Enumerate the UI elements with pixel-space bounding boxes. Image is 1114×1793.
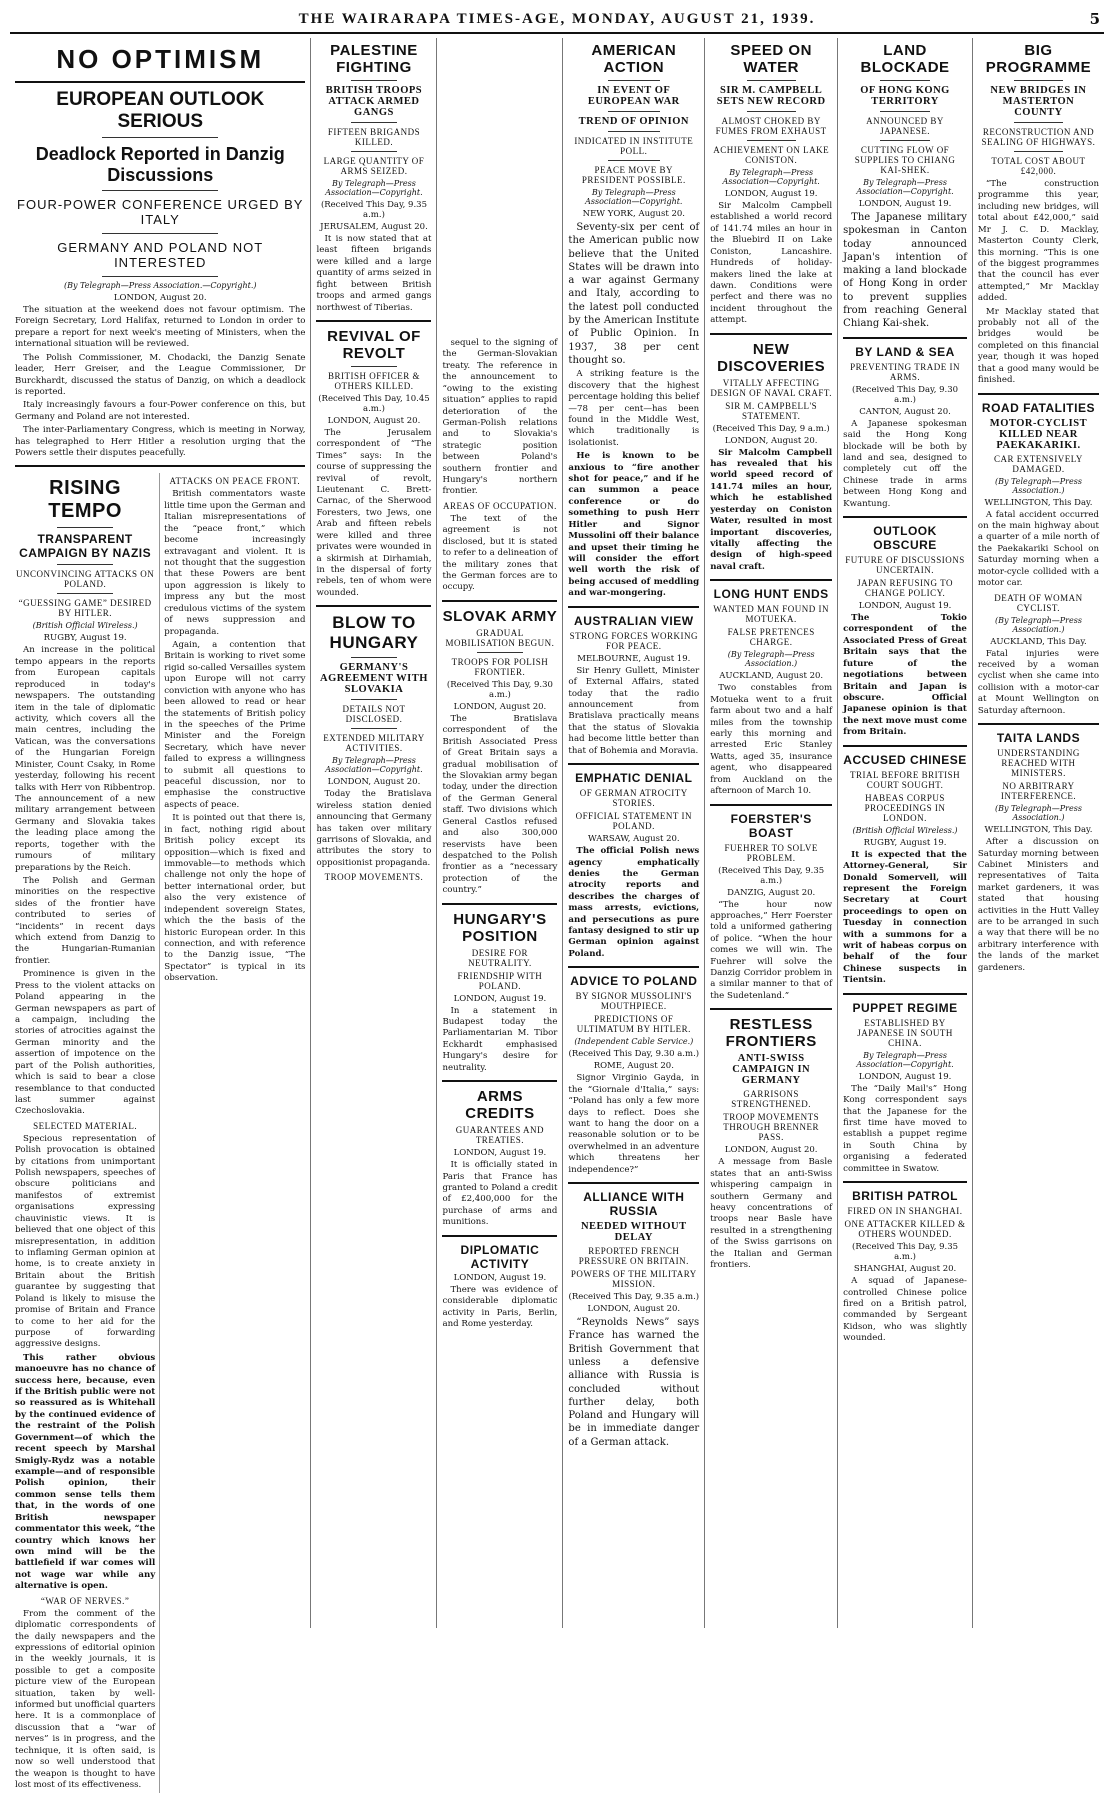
headline-no-optimism: NO OPTIMISM — [56, 44, 265, 74]
dateline: LONDON, August 20. — [724, 1145, 818, 1156]
divider — [710, 1008, 832, 1010]
dateline: LONDON, August 20. — [327, 777, 421, 788]
divider — [880, 80, 929, 81]
subhead: GARRISONS STRENGTHENED. — [731, 1089, 812, 1110]
dateline: WELLINGTON, This Day. — [984, 825, 1093, 836]
subhead: TROOPS FOR POLISH FRONTIER. — [451, 656, 549, 677]
deck-european-outlook: EUROPEAN OUTLOOK SERIOUS — [56, 89, 265, 132]
divider — [747, 80, 796, 81]
subhead: NEW BRIDGES IN MASTERTON COUNTY — [990, 85, 1087, 118]
article-paragraph-bold: The official Polish news agency emphatically denies the German atrocity reports and describes the charges of mass arrests, evictions, and persecutions as pure fantasy designed to stir up German opinion against Poland. — [568, 846, 700, 959]
subhead: CAR EXTENSIVELY DAMAGED. — [994, 453, 1083, 474]
subhead: SIR M. CAMPBELL'S STATEMENT. — [725, 400, 818, 421]
received-time: (Received This Day, 9.35 a.m.) — [320, 200, 427, 220]
received-time: (Received This Day, 9.35 a.m.) — [568, 1292, 700, 1303]
byline: By Telegraph—Press Association—Copyright. — [325, 756, 423, 775]
headline-outlook-obscure: OUTLOOK OBSCURE — [873, 524, 937, 553]
subhead: AREAS OF OCCUPATION. — [442, 500, 557, 511]
received-time: (Received This Day, 9.35 a.m.) — [852, 1242, 959, 1263]
headline-foersters-boast: FOERSTER'S BOAST — [730, 811, 812, 840]
byline: (By Telegraph—Press Association.—Copyright.) — [63, 281, 257, 290]
article-paragraph: The Bratislava correspondent of the British Associated Press of Great Britain says a gradual mobilisation of the Slovakian army began today, under the direction of the German General staff. Two divisions which General Castlos refused and also 300,000 reservists have been despatched to the Polish frontier as a “necessary protection of the country.” — [442, 713, 558, 896]
article-paragraph: There was evidence of considerable diplomatic activity in Paris, Berlin, and Rome yesterday. — [442, 1284, 558, 1329]
subhead: ATTACKS ON PEACE FRONT. — [169, 476, 301, 487]
subhead: UNDERSTANDING REACHED WITH MINISTERS. — [997, 748, 1080, 779]
article-paragraph: A striking feature is the discovery that the highest percentage holding this belief—78 per cent—has been found in the Middle West, which traditionally is isolationist. — [568, 369, 700, 448]
subhead: IN EVENT OF EUROPEAN WAR — [587, 85, 680, 107]
byline: By Telegraph—Press Association—Copyright. — [585, 188, 683, 206]
article-paragraph: The Japanese military spokesman in Canton today announced Japan's intention of making a land blockade of Hong Kong in order to prevent supplies from reaching General Chiang Kai-shek. — [843, 212, 967, 330]
divider — [568, 763, 699, 765]
column-6 — [973, 38, 1104, 1628]
column-1 — [10, 38, 311, 1790]
dateline: LONDON, August 19. — [453, 993, 547, 1004]
article-paragraph: “Reynolds News” says France has warned the British Government that unless a defensive alliance with Russia is concluded without further delay, both Poland and Hungary will be in immediate danger of a German attack. — [568, 1317, 700, 1448]
subhead: EXTENDED MILITARY ACTIVITIES. — [323, 733, 425, 754]
byline: By Telegraph—Press Association—Copyright. — [722, 168, 820, 186]
subhead: FUTURE OF DISCUSSIONS UNCERTAIN. — [845, 555, 965, 576]
subhead: FIRED ON IN SHANGHAI. — [847, 1206, 963, 1217]
subhead: NO ARBITRARY INTERFERENCE. — [1000, 781, 1077, 802]
subhead: ANTI-SWISS CAMPAIGN IN GERMANY — [732, 1053, 811, 1087]
article-paragraph: In a statement in Budapest today the Parliamentarian M. Tibor Eckhardt emphasised Hungary's desire for neutrality. — [442, 1005, 558, 1073]
received-time: (Received This Day, 9.30 a.m.) — [852, 384, 959, 405]
divider — [57, 564, 113, 565]
divider — [843, 993, 967, 995]
divider — [608, 160, 660, 161]
divider — [351, 366, 397, 367]
article-paragraph: “The hour now approaches,” Herr Foerster told a uniformed gathering of police. “When the hour comes we will win. The Fuehrer will solve the Danzig Corridor problem in a similar manner to that of the Sudetenland.” — [710, 899, 833, 1001]
dateline: LONDON, August 20. — [724, 435, 818, 446]
byline: (By Telegraph—Press Association.) — [994, 615, 1082, 634]
received-time: (Received This Day, 9.30 a.m.) — [568, 1049, 700, 1060]
dateline: CANTON, August 20. — [859, 406, 951, 417]
divider — [316, 320, 431, 322]
divider — [1014, 122, 1062, 123]
divider — [15, 81, 305, 83]
divider — [15, 465, 305, 467]
headline-big-programme: BIG PROGRAMME — [985, 42, 1092, 76]
article-paragraph: Prominence is given in the Press to the violent attacks on Poland appearing in the German newspapers as part of a campaign, including the stories of atrocities against the German minority and the assertion of impotence on the part of the Polish authorities, which is said to bear a close resemblance to that conducted last summer against Czechoslovakia. — [15, 969, 156, 1117]
subhead: UNCONVINCING ATTACKS ON POLAND. — [15, 569, 155, 590]
subhead: FUEHRER TO SOLVE PROBLEM. — [724, 842, 818, 863]
article-paragraph: The inter-Parliamentary Congress, which is meeting in Norway, has telegraphed to Herr Hitler a resolution urging that the Powers settle their disputes peacefully. — [15, 425, 306, 459]
divider — [843, 337, 967, 339]
divider — [477, 652, 523, 653]
article-paragraph: A fatal accident occurred on the main highway about a quarter of a mile north of the Paekakariki School on Saturday morning when a motor-cycle collided with a motor car. — [977, 509, 1100, 589]
deck-four-power: FOUR-POWER CONFERENCE URGED BY ITALY — [17, 197, 304, 227]
headline-advice-to-poland: ADVICE TO POLAND — [570, 974, 698, 989]
subhead: OF HONG KONG TERRITORY — [860, 85, 950, 107]
byline: By Telegraph—Press Association—Copyright. — [856, 1050, 954, 1069]
dateline: LONDON, August 19. — [858, 1071, 952, 1082]
headline-american-action: AMERICAN ACTION — [591, 42, 677, 76]
headline-revival: REVIVAL OF REVOLT — [327, 327, 421, 362]
headline-slovak-army: SLOVAK ARMY — [442, 607, 558, 625]
article-paragraph: Today the Bratislava wireless station denied announcing that Germany has taken over military garrisons of Slovakia, and attributes the story to oppositionist propaganda. — [316, 789, 432, 868]
dateline: AUCKLAND, August 20. — [719, 671, 824, 682]
subhead: RECONSTRUCTION AND SEALING OF HIGHWAYS. — [981, 127, 1096, 147]
article-paragraph: A squad of Japanese-controlled Chinese police fired on a British patrol, commanded by Sergeant Kidson, who was slightly wounded. — [843, 1276, 967, 1344]
article-paragraph: Italy increasingly favours a four-Power conference on this, but Germany and Poland are not interested. — [15, 400, 306, 422]
subhead: ESTABLISHED BY JAPANESE IN SOUTH CHINA. — [857, 1017, 953, 1048]
divider — [568, 606, 699, 608]
headline-taita-lands: TAITA LANDS — [996, 731, 1081, 746]
divider — [316, 605, 431, 607]
subhead: VITALLY AFFECTING DESIGN OF NAVAL CRAFT. — [710, 377, 833, 398]
received-time: (Received This Day, 9.35 a.m.) — [718, 865, 825, 886]
headline-alliance-russia: ALLIANCE WITH RUSSIA — [583, 1190, 685, 1219]
divider — [880, 111, 929, 112]
deck-transparent-campaign: TRANSPARENT CAMPAIGN BY NAZIS — [19, 532, 152, 561]
headline-new-discoveries: NEW DISCOVERIES — [717, 340, 826, 375]
column-4 — [705, 38, 838, 1628]
byline: (By Telegraph—Press Association.) — [727, 650, 815, 669]
article-paragraph: Seventy-six per cent of the American public now believe that the United States will be drawn into a war against Germany and Italy, according to the latest poll conducted by the American Institute of Public Opinion. In 1937, 38 per cent thought so. — [568, 222, 700, 366]
article-paragraph-bold: The Tokio correspondent of the Associated Press of Great Britain says that the future of the negotiations between Britain and Japan is obscure. Official Japanese opinion is that the next move must come from Britain. — [843, 613, 967, 738]
dateline: LONDON, August 20. — [327, 415, 421, 426]
divider — [102, 276, 218, 277]
divider — [351, 699, 397, 700]
column-5 — [838, 38, 973, 1628]
subhead: PREVENTING TRADE IN ARMS. — [850, 361, 960, 382]
divider — [710, 333, 832, 335]
headline-rising-tempo: RISING TEMPO — [48, 477, 122, 523]
article-paragraph: The “Daily Mail's” Hong Kong correspondent says that the Japanese for the first time have moved to establish a puppet regime in South China by organising a federated committee in Swatow. — [843, 1083, 967, 1174]
subhead: PREDICTIONS OF ULTIMATUM BY HITLER. — [576, 1014, 691, 1035]
dateline: LONDON, August 19. — [724, 189, 818, 199]
article-paragraph-bold: He is known to be anxious to “fire another shot for peace,” and if he can summon a peace conference or do something to push Herr Hitler and Signor Mussolini off their balance and upset their timing he will consider the effort well worth the risk of being accused of meddling and war-mongering. — [568, 451, 700, 599]
divider — [102, 137, 218, 138]
dateline: LONDON, August 19. — [453, 1272, 547, 1283]
subhead: NEEDED WITHOUT DELAY — [580, 1221, 687, 1244]
subhead: TRIAL BEFORE BRITISH COURT SOUGHT. — [849, 769, 961, 790]
divider — [843, 745, 967, 747]
divider — [102, 233, 218, 234]
subhead: FIFTEEN BRIGANDS KILLED. — [327, 127, 421, 147]
article-paragraph: It is officially stated in Paris that France has granted to Poland a credit of £2,400,000 for the purchase of arms and munitions. — [442, 1160, 558, 1228]
byline: (British Official Wireless.) — [852, 825, 958, 835]
masthead — [10, 6, 1104, 34]
dateline: JERUSALEM, August 20. — [320, 222, 428, 232]
dateline: NEW YORK, August 20. — [582, 209, 685, 219]
divider — [442, 1235, 557, 1237]
subhead: TROOP MOVEMENTS THROUGH BRENNER PASS. — [723, 1112, 820, 1143]
divider — [1014, 151, 1062, 152]
headline-puppet-regime: PUPPET REGIME — [852, 1000, 958, 1015]
divider — [442, 903, 557, 905]
article-paragraph: The Polish and German minorities on the respective sides of the frontier have contributed to series of “incidents” in recent days which extend from Danzig to the Hungarian-Rumanian frontier. — [15, 875, 156, 966]
headline-by-land-sea: BY LAND & SEA — [855, 344, 955, 359]
article-paragraph: A Japanese spokesman said the Hong Kong blockade will be both by land and sea, designed to completely cut off the Chinese trade in arms between Hong Kong and Kwantung. — [843, 418, 967, 509]
divider — [1014, 80, 1062, 81]
divider — [710, 579, 832, 581]
headline-speed-on-water: SPEED ON WATER — [730, 42, 812, 76]
headline-diplomatic-activity: DIPLOMATIC ACTIVITY — [460, 1242, 540, 1271]
dateline: AUCKLAND, This Day. — [990, 636, 1087, 647]
headline-long-hunt: LONG HUNT ENDS — [713, 587, 829, 602]
deck-germany-poland: GERMANY AND POLAND NOT INTERESTED — [57, 240, 264, 270]
subhead: PEACE MOVE BY PRESIDENT POSSIBLE. — [581, 165, 686, 185]
divider — [351, 151, 397, 152]
divider — [978, 393, 1099, 395]
byline: (By Telegraph—Press Association.) — [994, 476, 1082, 495]
dateline: WELLINGTON, This Day. — [984, 497, 1093, 508]
subhead: GUARANTEES AND TREATIES. — [455, 1125, 545, 1146]
subhead: ONE ATTACKER KILLED & OTHERS WOUNDED. — [844, 1219, 966, 1240]
article-paragraph: Sir Henry Gullett, Minister of External Affairs, stated today that the radio announcement from Bratislava practically means that the status of Slovakia had become little better than that of Bohemia and Moravia. — [568, 665, 700, 756]
divider — [57, 527, 113, 528]
subhead: ANNOUNCED BY JAPANESE. — [866, 116, 944, 136]
article-paragraph: The text of the agreement is not disclosed, but it is stated to refer to a delineation of the military zones that the German forces are to occupy. — [442, 513, 558, 593]
received-time: (Received This Day, 9.30 a.m.) — [446, 679, 553, 700]
subhead: BRITISH OFFICER & OTHERS KILLED. — [327, 370, 420, 391]
subhead: SIR M. CAMPBELL SETS NEW RECORD — [716, 85, 826, 107]
headline-land-blockade: LAND BLOCKADE — [860, 42, 950, 76]
headline-arms-credits: ARMS CREDITS — [465, 1088, 535, 1123]
subhead: ALMOST CHOKED BY FUMES FROM EXHAUST — [715, 116, 827, 136]
column-2b — [437, 38, 563, 1628]
subhead: DESIRE FOR NEUTRALITY. — [468, 947, 532, 968]
byline: By Telegraph—Press Association—Copyright. — [856, 178, 954, 196]
subhead: BY SIGNOR MUSSOLINI'S MOUTHPIECE. — [575, 991, 692, 1012]
divider — [568, 1182, 699, 1184]
divider — [351, 657, 397, 658]
dateline: LONDON, August 19. — [453, 1148, 547, 1159]
article-paragraph: An increase in the political tempo appears in the reports from European capitals reproduced in today's newspapers. The outstanding item in the tale of diplomatic activity, which covers all the main centres, including the Vatican, was the conversations of the Hungarian Foreign Minister, Count Csaky, in Rome yesterday, following his recent talks with Herr von Ribbentrop. The announcement of a new military arrangement between Germany and Slovakia takes the leading place among the reports, together with the rumours of military preparations by the Reich. — [15, 645, 156, 873]
byline: (By Telegraph—Press Association.) — [994, 804, 1082, 823]
byline: By Telegraph—Press Association—Copyright. — [325, 179, 423, 197]
headline-british-patrol: BRITISH PATROL — [852, 1189, 958, 1204]
subhead: OFFICIAL STATEMENT IN POLAND. — [575, 811, 692, 832]
subhead: LARGE QUANTITY OF ARMS SEIZED. — [323, 156, 425, 176]
article-paragraph: sequel to the signing of the German-Slovakian treaty. The reference in the announcement to “owing to the existing situation” applies to rapid deterioration of the German-Polish relations and to Slovakia's strategic position between Poland's southern frontier and Hungary's northern frontier. — [442, 338, 558, 497]
article-paragraph-bold: It is expected that the Attorney-General, Sir Donald Somervell, will represent the Foreign Secretary at Court proceedings to open on Tuesday in connection with a summons for a writ of habeas corpus on behalf of the four Chinese suspects in Tientsin. — [843, 849, 967, 986]
subhead: TREND OF OPINION — [578, 116, 689, 127]
article-paragraph: The Polish Commissioner, M. Chodacki, the Danzig Senate leader, Herr Greiser, and the League Commissioner, Dr Burckhardt, discussed the status of Danzig, on which a deadlock is reported. — [15, 352, 306, 397]
dateline: DANZIG, August 20. — [727, 887, 816, 898]
divider — [747, 111, 796, 112]
masthead-title: THE WAIRARAPA TIMES-AGE, MONDAY, AUGUST 21, 1939. — [298, 10, 816, 27]
received-time: (Received This Day, 9 a.m.) — [712, 423, 830, 434]
subhead: REPORTED FRENCH PRESSURE ON BRITAIN. — [578, 1246, 689, 1267]
article-paragraph: The situation at the weekend does not favour optimism. The Foreign Secretary, Lord Halifax, returned to London in order to prepare a report for next week's meeting of Ministers, when the international situation will be reviewed. — [15, 305, 306, 350]
headline-accused-chinese: ACCUSED CHINESE — [843, 752, 967, 767]
divider — [351, 80, 397, 81]
dateline: RUGBY, August 19. — [43, 633, 127, 644]
headline-palestine: PALESTINE FIGHTING — [330, 42, 418, 76]
divider — [102, 190, 218, 191]
headline-hungary-position: HUNGARY'S POSITION — [453, 910, 547, 945]
subhead: CUTTING FLOW OF SUPPLIES TO CHIANG KAI-SHEK. — [854, 145, 956, 175]
article-paragraph-bold: This rather obvious manoeuvre has no chance of success here, because, even if the British public were not so reassured as is Whitehall by the continued evidence of the restraint of the Polish Government—of which the recent speech by Marshal Smigly-Rydz was a notable example—and of responsible Polish opinion, their common sense tells them that, in the words of one British newspaper commentator this week, “the country which knows her own mind will be the battlefield if war comes will not wage war while any alternative is open. — [15, 1352, 156, 1592]
divider — [843, 1181, 967, 1183]
subhead: “WAR OF NERVES.” — [40, 1595, 130, 1606]
subhead: DEATH OF WOMAN CYCLIST. — [994, 592, 1083, 613]
subhead: FRIENDSHIP WITH POLAND. — [457, 970, 543, 991]
article-paragraph: British commentators waste little time upon the German and Italian misrepresentations of the “peace front,” which become increasingly extravagant and violent. It is not thought that the suggestion that these Powers are bent upon aggression is likely to impress any but the most credulous victims of the system of news suppression and propaganda. — [164, 489, 306, 637]
divider — [568, 966, 699, 968]
article-paragraph: Again, a contention that Britain is working to rivet some rigid so-called Versailles system upon Europe will not carry conviction with anyone who has been allowed to read or hear the statements of British policy in the speeches of the Prime Minister and the Foreign Secretary, which have never failed to express a willingness to submit all questions to peaceful discussion, nor to emphasise the constructive aspects of peace. — [164, 639, 306, 810]
column-2 — [311, 38, 437, 1628]
dateline: MELBOURNE, August 19. — [577, 653, 691, 664]
divider — [978, 723, 1099, 725]
subhead: DETAILS NOT DISCLOSED. — [342, 704, 406, 725]
rising-tempo-section — [15, 473, 305, 1793]
article-paragraph: “The construction programme this year, including new bridges, will total about £42,000,” said Mr J. C. D. Macklay, Masterton County Clerk, this morning. “This is one of the biggest programmes that the council has ever attempted,” Mr Macklay added. — [977, 179, 1100, 304]
dateline: LONDON, August 20. — [453, 701, 547, 712]
subhead: WANTED MAN FOUND IN MOTUEKA. — [713, 604, 830, 625]
article-paragraph: The Jerusalem correspondent of “The Times” says: In the course of suppressing the revival of revolt, Lieutenant C. Brett-Carnac, of the Sherwood Foresters, two Jews, one Arab and fifteen rebels were killed and three privates were wounded in a skirmish at Dirhamiah, in the dispersal of forty rebels, ten of whom were wounded. — [316, 427, 432, 598]
deck-danzig-deadlock: Deadlock Reported in Danzig Discussions — [35, 144, 285, 185]
divider — [57, 593, 113, 594]
article-paragraph: A message from Basle states that an anti-Swiss whispering campaign in southern Germany and heavy concentrations of troops near Basle have resulted in a strengthening of the Swiss garrisons on the Italian and German frontiers. — [710, 1157, 833, 1271]
subhead: INDICATED IN INSTITUTE POLL. — [574, 136, 694, 156]
divider — [608, 111, 660, 112]
dateline: RUGBY, August 19. — [863, 837, 947, 848]
dateline: LONDON, August 20. — [587, 1304, 681, 1315]
subhead: GERMANY'S AGREEMENT WITH SLOVAKIA — [320, 662, 428, 696]
divider — [880, 140, 929, 141]
received-time: (Received This Day, 10.45 a.m.) — [318, 393, 430, 414]
dateline: SHANGHAI, August 20. — [853, 1264, 957, 1275]
subhead: OF GERMAN ATROCITY STORIES. — [579, 788, 688, 809]
article-paragraph: Specious representation of Polish provocation is obtained by citations from unimportant Polish newspapers, speeches of obscure politicians and manifestos of extremist organisations expressing chauvinistic views. It is believed that one object of this misrepresentation, in addition to inflaming German opinion at home, is to create anxiety in Britain about the British guarantee by suggesting that Poland is likely to misuse the promise of Britain and France to come to her aid for the purpose of forwarding aggressive designs. — [15, 1133, 156, 1350]
article-paragraph-bold: Sir Malcolm Campbell has revealed that his world speed record of 141.74 miles an hour, which he established yesterday on Coniston Water, resulted in most important discoveries, vitally affecting the design of high-speed naval craft. — [710, 447, 833, 572]
subhead: SELECTED MATERIAL. — [33, 1120, 138, 1131]
byline: (British Official Wireless.) — [32, 621, 138, 631]
divider — [351, 728, 397, 729]
divider — [608, 80, 660, 81]
article-paragraph: It is pointed out that there is, in fact, nothing rigid about British policy except its opposition—which is fixed and immovable—to methods which challenge not only the hope of better international order, but also the very existence of independent sovereign States, which the the basis of the historic European order. In this connection, and with reference to the Danzig issue, “The Spectator” is typical in its observation. — [164, 813, 306, 984]
dateline: WARSAW, August 20. — [587, 834, 680, 845]
subhead: BRITISH TROOPS ATTACK ARMED GANGS — [325, 85, 423, 118]
divider — [608, 131, 660, 132]
subhead: GRADUAL MOBILISATION BEGUN. — [445, 627, 555, 648]
dateline: LONDON, August 19. — [858, 601, 952, 612]
columns — [10, 38, 1104, 1790]
article-paragraph: Signor Virginio Gayda, in the “Giornale d'Italia,” says: “Poland has only a few more days to reflect. Does she want to hang the door on a reasonable solution or to be overwhelmed in an adventure which threatens her independence?” — [568, 1073, 700, 1175]
article-paragraph: Mr Macklay stated that probably not all of the bridges would be completed on this financial year, though it was hoped that a good many would be finished. — [977, 306, 1100, 386]
subhead: TOTAL COST ABOUT £42,000. — [991, 156, 1086, 176]
article-paragraph: Fatal injuries were received by a woman cyclist when she came into collision with a motor-car at Mount Wellington on Saturday afternoon. — [977, 648, 1100, 716]
headline-emphatic-denial: EMPHATIC DENIAL — [575, 771, 693, 786]
divider — [442, 1080, 557, 1082]
divider — [747, 140, 796, 141]
subhead: STRONG FORCES WORKING FOR PEACE. — [569, 630, 698, 651]
divider — [442, 600, 557, 602]
article-paragraph: After a discussion on Saturday morning between Cabinet Ministers and representatives of Taita market gardeners, it was stated that housing activities in the Hutt Valley are to be arranged in such a way that there will be no arbitrary interference with the lands of the market gardeners. — [977, 837, 1100, 973]
dateline: LONDON, August 20. — [113, 293, 207, 303]
column-3 — [563, 38, 705, 1628]
subhead: HABEAS CORPUS PROCEEDINGS IN LONDON. — [864, 792, 946, 823]
divider — [710, 804, 832, 806]
byline: (Independent Cable Service.) — [574, 1037, 694, 1047]
subhead: “GUESSING GAME” DESIRED BY HITLER. — [18, 598, 152, 619]
article-paragraph: It is now stated that at least fifteen brigands were killed and a large quantity of arms seized in fight between British troops and armed gangs northwest of Tiberias. — [316, 234, 432, 313]
headline-road-fatalities: ROAD FATALITIES — [981, 400, 1095, 415]
headline-australian-view: AUSTRALIAN VIEW — [574, 613, 694, 628]
dateline: LONDON, August 19. — [858, 199, 952, 209]
article-paragraph: Two constables from Motueka went to a fruit farm about two and a half miles from the township early this morning and arrested Eric Stanley Watts, aged 35, insurance agent, who disappeared from Auckland on the afternoon of March 10. — [710, 683, 833, 797]
subhead: POWERS OF THE MILITARY MISSION. — [570, 1269, 697, 1290]
headline-blow-to-hungary: BLOW TO HUNGARY — [329, 613, 419, 653]
subhead: MOTOR-CYCLIST KILLED NEAR PAEKAKARIKI. — [989, 417, 1088, 451]
divider — [351, 122, 397, 123]
subhead: JAPAN REFUSING TO CHANGE POLICY. — [857, 578, 953, 599]
subhead: FALSE PRETENCES CHARGE. — [727, 627, 815, 648]
headline-restless-frontiers: RESTLESS FRONTIERS — [725, 1016, 817, 1051]
dateline: ROME, August 20. — [593, 1061, 674, 1072]
article-paragraph: Sir Malcolm Campbell established a world record of 141.74 miles an hour in the Bluebird II on Lake Coniston, Lancashire. Hundreds of holiday-makers lined the lake at dawn. Conditions were perfect and there was no incident throughout the attempt. — [710, 201, 833, 326]
subhead: ACHIEVEMENT ON LAKE CONISTON. — [713, 145, 830, 165]
article-paragraph: From the comment of the diplomatic correspondents of the daily newspapers and the expressions of editorial opinion in the weekly journals, it is possible to get a composite picture view of the European situation, taken by well-informed but unofficial quarters here. It is a commonplace of discussion that a “war of nerves” is in progress, and the technique, it is often said, is now so well understood that the weapon is thought to have lost most of its effectiveness. — [15, 1608, 156, 1790]
subhead: TROOP MOVEMENTS. — [324, 872, 424, 883]
page-number: 5 — [1089, 10, 1100, 28]
divider — [843, 516, 967, 518]
